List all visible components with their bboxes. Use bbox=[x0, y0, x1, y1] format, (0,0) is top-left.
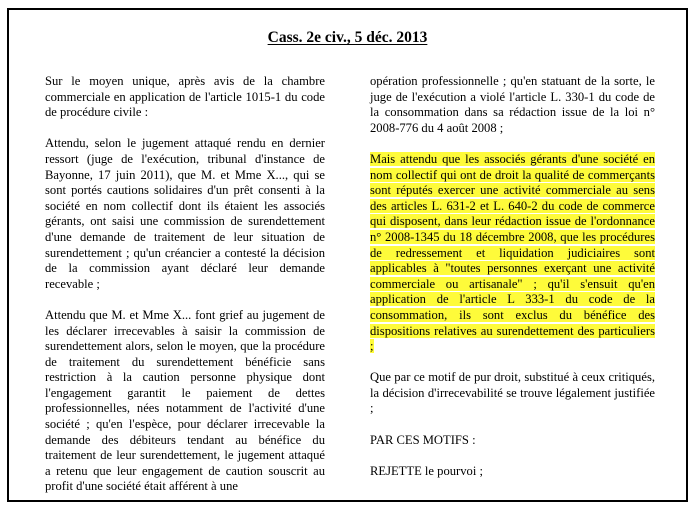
paragraph-continuation: opération professionnelle ; qu'en statuant de la sorte, le juge de l'exécution a violé l'article L. 330-1 du code de la consommation dans sa rédaction issue de la loi n° 2008-776 du 4 août 2008 ; bbox=[370, 74, 655, 135]
paragraph-attendu-jugement: Attendu, selon le jugement attaqué rendu en dernier ressort (juge de l'exécution, tribunal d'instance de Bayonne, 17 juin 2011), que M. et Mme X..., qui se sont portés cautions solidaires d'un prêt consenti à la société en nom collectif dont ils étaient les associés gérants, ont saisi une commission de surendettement d'une demande de traitement de leur situation de surendettement ; qu'un créancier a contesté la décision de la commission ayant déclaré leur demande recevable ; bbox=[45, 136, 325, 291]
document-title: Cass. 2e civ., 5 déc. 2013 bbox=[267, 29, 428, 46]
highlighted-text: Mais attendu que les associés gérants d'une société en nom collectif qui ont de droit la qualité de commerçants sont réputés exercer une activité commerciale au sens des articles L. 631-2 et L. 640-2 du code de commerce qui disposent, dans leur rédaction issue de l'ordonnance n° 2008-1345 du 18 décembre 2008, que les procédures de redressement et liquidation judiciaires sont applicables à "toutes personnes exerçant une activité commerciale ou artisanale" ; qu'il s'ensuit qu'en application de l'article L 333-1 du code de la consommation, ils sont exclus du bénéfice des dispositions relatives au surendettement des particuliers ; bbox=[370, 151, 655, 354]
paragraph-rejette: REJETTE le pourvoi ; bbox=[370, 463, 483, 478]
document-frame bbox=[7, 8, 688, 502]
paragraph-mais-attendu bbox=[370, 152, 655, 355]
paragraph-grief: Attendu que M. et Mme X... font grief au jugement de les déclarer irrecevables à saisir la commission de surendettement alors, selon le moyen, que la procédure de traitement du surendettement bénéficie sans restriction à la caution personne physique dont l'engagement garantit le paiement de dettes professionnelles, nées notamment de l'activité d'une société ; qu'en l'espèce, pour déclarer irrecevable la demande des débiteurs tendant au bénéfice du traitement de leur surendettement, le jugement attaqué a retenu que leur engagement de caution souscrit au profit d'une société était afférent à une bbox=[45, 307, 325, 494]
right-column bbox=[370, 74, 655, 495]
paragraph-par-ces-motifs: PAR CES MOTIFS : bbox=[370, 432, 476, 447]
paragraph-conclusion: Que par ce motif de pur droit, substitué à ceux critiqués, la décision d'irrecevabilité se trouve légalement justifiée ; bbox=[370, 370, 655, 416]
paragraph-moyen-unique: Sur le moyen unique, après avis de la chambre commerciale en application de l'article 1015-1 du code de procédure civile : bbox=[45, 74, 325, 120]
left-column bbox=[45, 74, 325, 511]
